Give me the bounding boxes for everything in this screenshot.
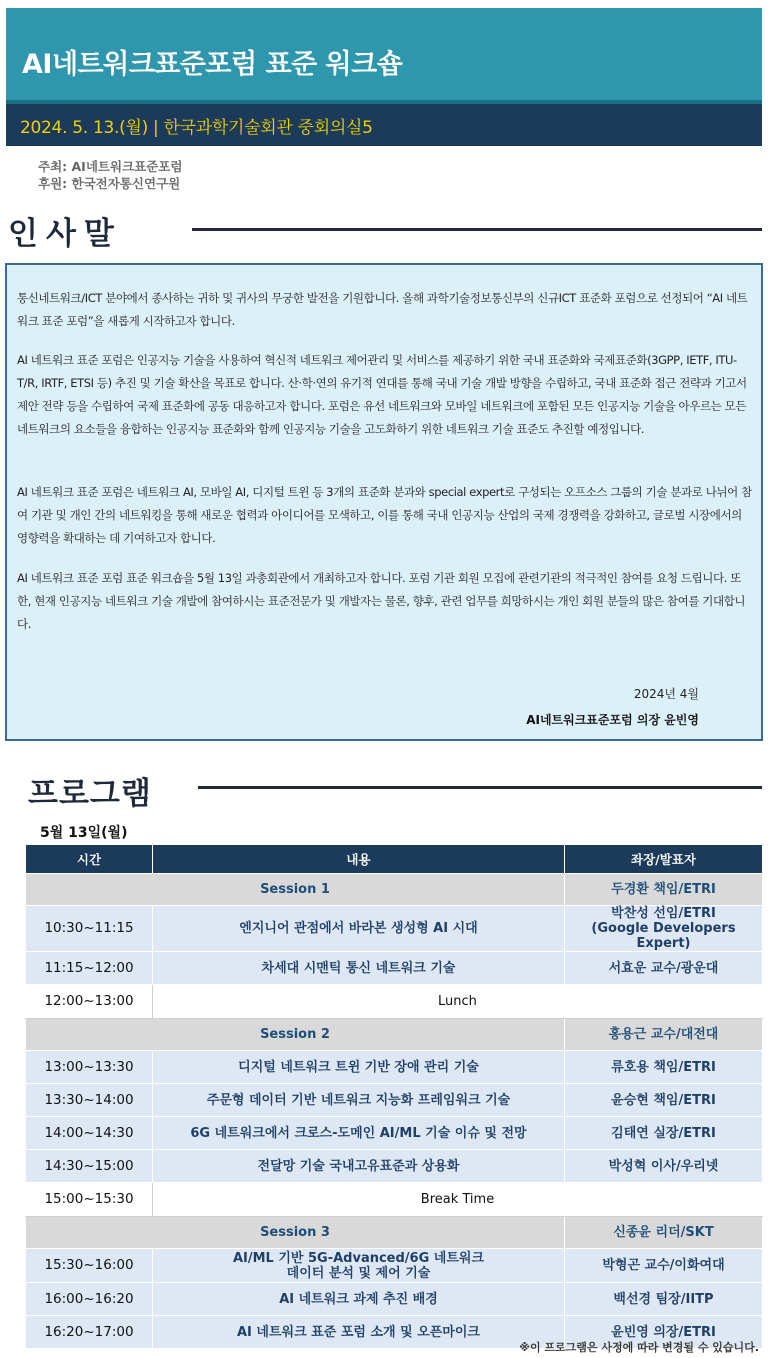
talk-speaker: 박찬성 선임/ETRI (Google Developers Expert) xyxy=(565,906,763,952)
table-row xyxy=(26,1249,763,1283)
break-label: Break Time xyxy=(153,1183,763,1217)
session-row xyxy=(26,1217,763,1249)
table-row xyxy=(26,1051,763,1084)
talk-title: AI 네트워크 과제 추진 배경 xyxy=(153,1283,565,1316)
break-row xyxy=(26,1183,763,1217)
talk-speaker: 박형곤 교수/이화여대 xyxy=(565,1249,763,1283)
row-time: 15:30~16:00 xyxy=(26,1249,153,1283)
greeting-box xyxy=(5,263,763,741)
greeting-paragraph-2: AI 네트워크 표준 포럼은 인공지능 기술을 사용하여 혁신적 네트워크 제어관리 및 서비스를 제공하기 위한 국내 표준화와 국제표준화(3GPP, IETF, ITU-T/R, IRTF, ETSI 등) 추진 및 기술 확산을 목표로 합니다. 산·학·연의 유기적 연대를 통해 국내 기술 개발 방향을 수립하고, 국내 표준화 접근 전략과 기고서 제안 전략 등을 수립하여 국제 표준화에 공동 대응하고자 합니다. 포럼은 유선 네트워크와 모바일 네트워크에 포함된 모든 인공지능 기술을 아우르는 모든 네트워크의 요소들을 융합하는 인공지능 표준화와 함께 인공지능 기술을 고도화하기 위한 네트워크 기술 표준도 추진할 예정입니다. xyxy=(17,353,747,436)
talk-title: AI 네트워크 표준 포럼 소개 및 오픈마이크 xyxy=(153,1316,565,1349)
break-row xyxy=(26,985,763,1019)
row-time: 15:00~15:30 xyxy=(26,1183,153,1217)
title-banner xyxy=(6,8,762,104)
talk-speaker: 박성혁 이사/우리넷 xyxy=(565,1150,763,1183)
session-row xyxy=(26,1019,763,1051)
talk-speaker: 윤승현 책임/ETRI xyxy=(565,1084,763,1117)
program-day: 5월 13일(월) xyxy=(40,825,128,841)
program-heading-rule xyxy=(198,786,762,789)
page-title: AI네트워크표준포럼 표준 워크숍 xyxy=(22,49,403,80)
row-time: 12:00~13:00 xyxy=(26,985,153,1019)
talk-title: 6G 네트워크에서 크로스-도메인 AI/ML 기술 이슈 및 전망 xyxy=(153,1117,565,1150)
program-heading: 프로그램 xyxy=(28,776,152,812)
program-header-row xyxy=(26,845,763,874)
table-row xyxy=(26,906,763,952)
row-time: 11:15~12:00 xyxy=(26,952,153,985)
table-row xyxy=(26,1150,763,1183)
program-table xyxy=(25,844,763,1349)
talk-speaker: 김태연 실장/ETRI xyxy=(565,1117,763,1150)
row-time: 13:30~14:00 xyxy=(26,1084,153,1117)
talk-title: 차세대 시맨틱 통신 네트워크 기술 xyxy=(153,952,565,985)
talk-title: 디지털 네트워크 트윈 기반 장애 관리 기술 xyxy=(153,1051,565,1084)
row-time: 14:30~15:00 xyxy=(26,1150,153,1183)
signature-name: AI네트워크표준포럼 의장 윤빈영 xyxy=(526,713,699,727)
talk-speaker: 류호용 책임/ETRI xyxy=(565,1051,763,1084)
talk-speaker: 백선경 팀장/IITP xyxy=(565,1283,763,1316)
table-row xyxy=(26,1117,763,1150)
talk-title: 주문형 데이터 기반 네트워크 지능화 프레임워크 기술 xyxy=(153,1084,565,1117)
col-header-time: 시간 xyxy=(26,845,153,874)
talk-speaker: 서효운 교수/광운대 xyxy=(565,952,763,985)
greeting-paragraph-4: AI 네트워크 표준 포럼 표준 워크숍을 5월 13일 과총회관에서 개최하고자 합니다. 포럼 기관 회원 모집에 관련기관의 적극적인 참여를 요청 드립니다. 또한, 현재 인공지능 네트워크 기술 개발에 참여하시는 표준전문가 및 개발자는 물론, 향후, 관련 업무를 희망하시는 개인 회원 분들의 많은 참여를 기대합니다. xyxy=(17,571,746,631)
date-venue-band xyxy=(6,104,762,146)
session-chair: 홍용근 교수/대전대 xyxy=(565,1019,763,1051)
table-row xyxy=(26,952,763,985)
signature-date: 2024년 4월 xyxy=(633,687,699,701)
greeting-paragraph-1: 통신네트워크/ICT 분야에서 종사하는 귀하 및 귀사의 무궁한 발전을 기원합니다. 올해 과학기술정보통신부의 신규ICT 표준화 포럼으로 선정되어 “AI 네트워크 표준 포럼”을 새롭게 시작하고자 합니다. xyxy=(17,291,748,328)
hosts-block xyxy=(38,158,182,192)
row-time: 13:00~13:30 xyxy=(26,1051,153,1084)
table-row xyxy=(26,1084,763,1117)
break-label: Lunch xyxy=(153,985,763,1019)
talk-title: 엔지니어 관점에서 바라본 생성형 AI 시대 xyxy=(153,906,565,952)
talk-title: 전달망 기술 국내고유표준과 상용화 xyxy=(153,1150,565,1183)
organizer-text: 주최: AI네트워크표준포럼 xyxy=(38,159,183,174)
col-header-content: 내용 xyxy=(153,845,565,874)
row-time: 16:00~16:20 xyxy=(26,1283,153,1316)
greeting-paragraph-3: AI 네트워크 표준 포럼은 네트워크 AI, 모바일 AI, 디지털 트윈 등 3개의 표준화 분과와 special expert로 구성되는 오프소스 그룹의 기술 분과로 나뉘어 참여 기관 및 개인 간의 네트워킹을 통해 새로운 협력과 아이디어를 모색하고, 이를 통해 국내 인공지능 산업의 국제 경쟁력을 강화하고, 글로벌 시장에서의 영향력을 확대하는 데 기여하고자 합니다. xyxy=(17,485,752,545)
talk-speaker: 윤빈영 의장/ETRI xyxy=(565,1316,763,1349)
session-title: Session 1 xyxy=(26,874,565,906)
session-chair: 신종윤 리더/SKT xyxy=(565,1217,763,1249)
col-header-speaker: 좌장/발표자 xyxy=(565,845,763,874)
session-row xyxy=(26,874,763,906)
row-time: 10:30~11:15 xyxy=(26,906,153,952)
greeting-heading: 인사말 xyxy=(8,216,122,252)
table-row xyxy=(26,1283,763,1316)
program-rows xyxy=(26,874,763,1349)
session-title: Session 3 xyxy=(26,1217,565,1249)
talk-title: AI/ML 기반 5G-Advanced/6G 네트워크 데이터 분석 및 제어 기술 xyxy=(153,1249,565,1283)
greeting-heading-rule xyxy=(192,228,762,231)
sponsor-text: 후원: 한국전자통신연구원 xyxy=(38,176,181,191)
session-title: Session 2 xyxy=(26,1019,565,1051)
session-chair: 두경환 책임/ETRI xyxy=(565,874,763,906)
row-time: 16:20~17:00 xyxy=(26,1316,153,1349)
program-note: ※이 프로그램은 사정에 따라 변경될 수 있습니다. xyxy=(519,1341,759,1354)
row-time: 14:00~14:30 xyxy=(26,1117,153,1150)
date-venue-text: 2024. 5. 13.(월) | 한국과학기술회관 중회의실5 xyxy=(20,118,373,138)
